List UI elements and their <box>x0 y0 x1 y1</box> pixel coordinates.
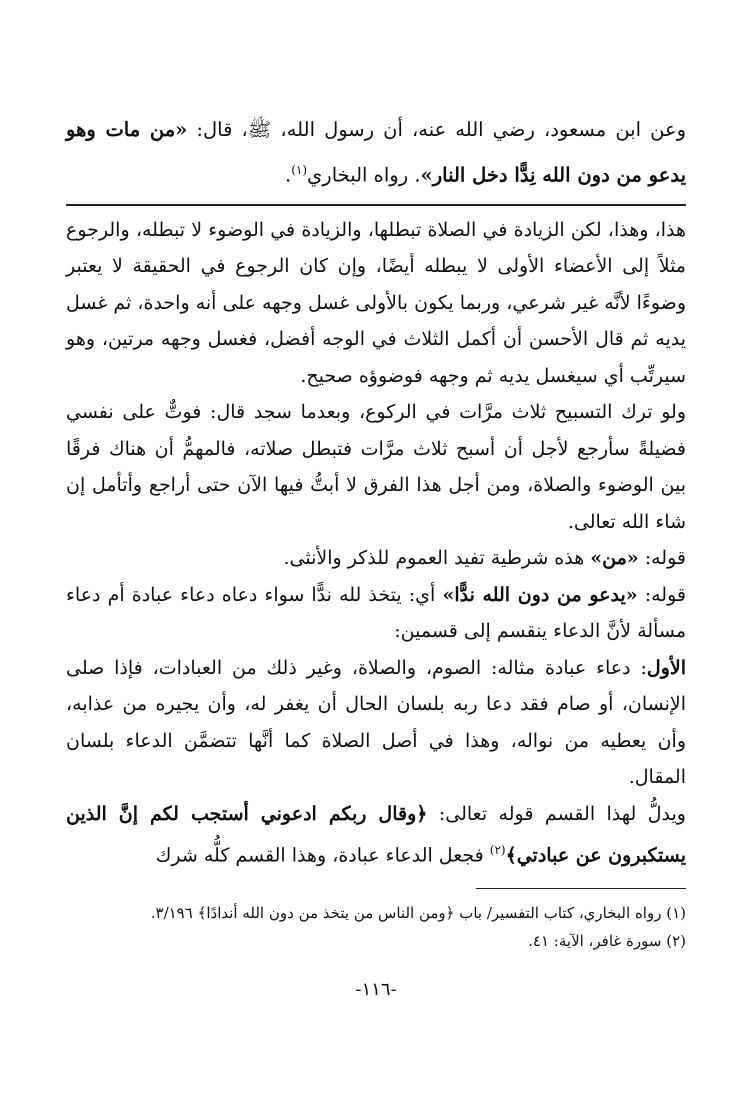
page-number: -١١٦- <box>355 978 397 1000</box>
qawluhu-label: قوله: <box>638 547 686 569</box>
term-yadu: «يدعو من دون الله ندًّا» <box>442 583 638 606</box>
footnote-ref-1[interactable]: (١) <box>291 163 308 177</box>
explanation-text: أي: يتخذ لله ندًّا سواء دعاه دعاء عبادة أم دعاء مسألة لأنَّ الدعاء ينقسم إلى قسمين: <box>66 583 686 642</box>
hadith-end: . <box>284 163 292 187</box>
hadith-paragraph <box>66 110 686 196</box>
explanation-man <box>66 540 686 577</box>
qawluhu-label: قوله: <box>637 583 686 606</box>
quran-verse: ﴿وقال ربكم ادعوني أستجب لكم إنَّ الذين يستكبرون عن عبادتي﴾ <box>66 802 686 867</box>
footnote-divider <box>476 888 686 889</box>
commentary-paragraph-1: هذا، وهذا، لكن الزيادة في الصلاة تبطلها، والزيادة في الوضوء لا تبطله، والرجوع مثلاً إلى الأعضاء الأولى لا يبطله أيضًا، وإن كان الرجوع في الحقيقة لا يعتبر وضوءًا لأنَّه غير شرعي، وربما يكون بالأولى غسل وجهه على أنه واحدة، ثم غسل يديه ثم قال الأحسن أن أكمل الثلاث في الوجه أفضل، فغسل وجهه مرتين، وهو سيرتِّب أي سيغسل يديه ثم وجهه فوضوؤه صحيح. <box>66 218 686 387</box>
term-man: «من» <box>590 547 639 569</box>
commentary-paragraph-2: ولو ترك التسبيح ثلاث مرَّات في الركوع، وبعدما سجد قال: فوتٌّ على نفسي فضيلةً سأرجع لأجل أن أسبح ثلاث مرَّات فتبطل صلاته، فالمهمُّ أن هناك فرقًا بين الوضوء والصلاة، ومن أجل هذا الفرق لا أبتُّ فيها الآن حتى أراجع وأتأمل إن شاء الله تعالى. <box>66 401 686 533</box>
hadith-intro: وعن ابن مسعود، رضي الله عنه، أن رسول الله، ﷺ، قال: <box>196 118 686 141</box>
explanation-text: هذه شرطية تفيد العموم للذكر والأنثى. <box>283 547 591 569</box>
first-label: الأول <box>646 656 686 679</box>
explanation-yadu <box>66 577 686 650</box>
footnote-1: (١) رواه البخاري، كتاب التفسير/ باب ﴿ومن الناس من يتخذ من دون الله أندادًا﴾ ٣/١٩٦. <box>150 903 686 922</box>
footnote-ref-2[interactable]: (٢) <box>489 843 506 857</box>
evidence-lead: ويدلُّ لهذا القسم قوله تعالى: <box>427 802 686 825</box>
first-category <box>66 650 686 796</box>
evidence-rest: فجعل الدعاء عبادة، وهذا القسم كلُّه شرك <box>155 844 490 867</box>
hadith-source: . رواه البخاري <box>307 163 421 187</box>
section-divider <box>66 204 686 206</box>
book-page <box>66 110 686 1000</box>
hadith-quote: «من مات وهو يدعو من دون الله نِدًّا دخل النار» <box>66 118 686 187</box>
first-text: : دعاء عبادة مثاله: الصوم، والصلاة، وغير ذلك من العبادات، فإذا صلى الإنسان، أو صام فقد دعا ربه بلسان الحال أن يغفر له، وأن يجيره من عذابه، وأن يعطيه من نواله، وهذا في أصل الصلاة كما أنَّها تتضمَّن الدعاء بلسان المقال. <box>66 656 686 788</box>
footnote-2: (٢) سورة غافر، الآية: ٤١. <box>528 931 686 950</box>
evidence-paragraph <box>66 796 686 874</box>
